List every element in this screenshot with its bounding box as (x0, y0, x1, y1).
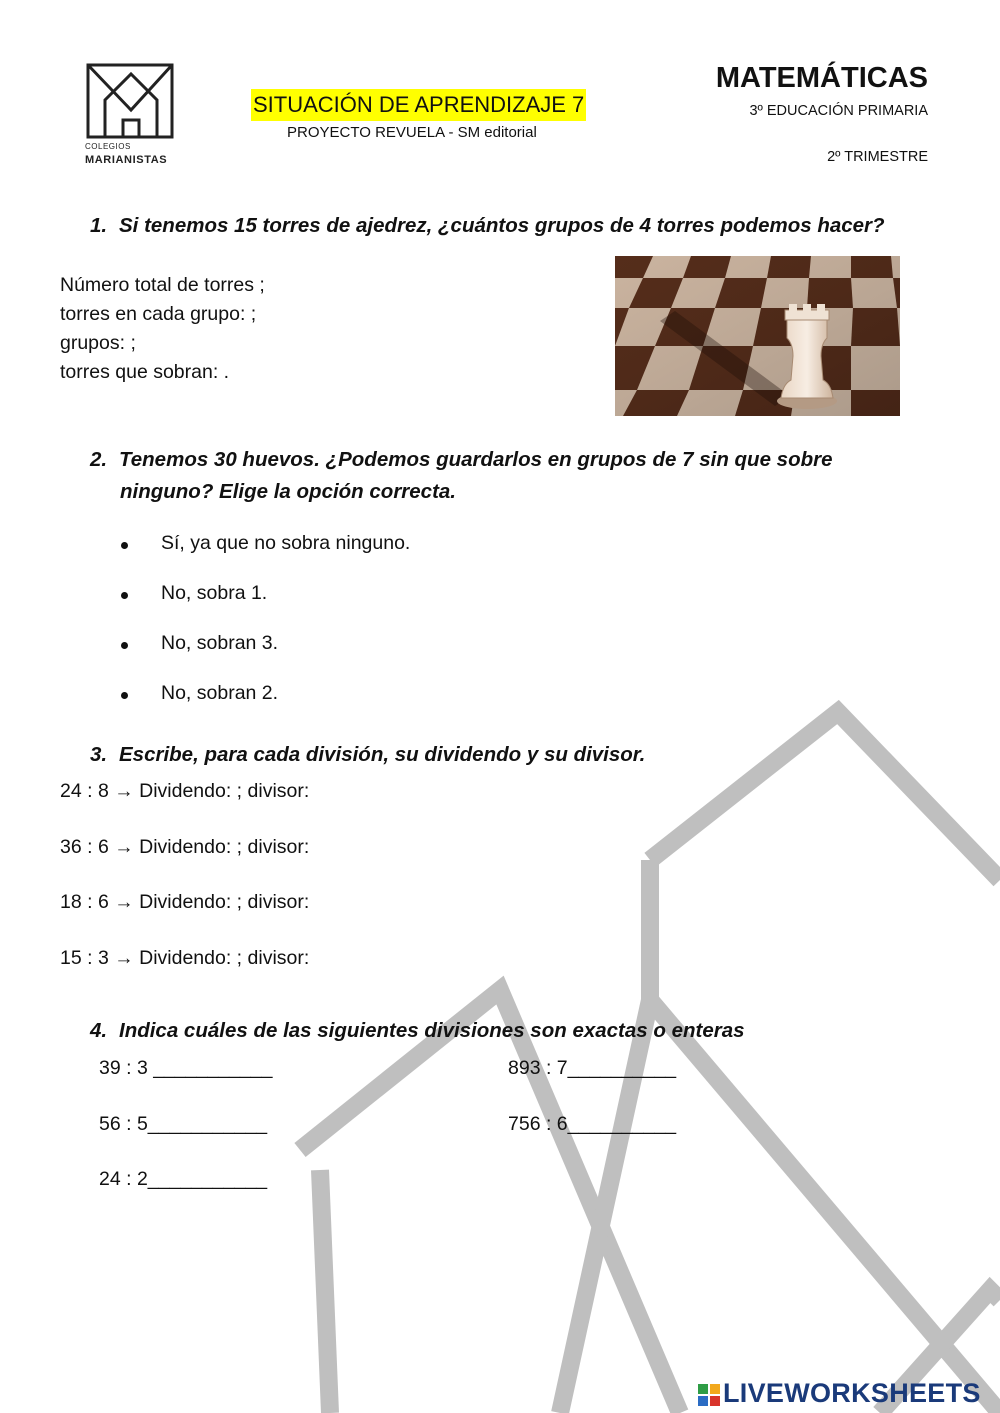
situation-subtitle: PROYECTO REVUELA - SM editorial (287, 124, 537, 141)
q2-option-3[interactable]: No, sobran 3. (161, 632, 279, 654)
question-number: 2. (90, 448, 108, 471)
q1-line-groups: grupos: ; (60, 332, 136, 354)
question-text: Indica cuáles de las siguientes divisiones son exactas o enteras (119, 1019, 745, 1042)
question-4-title (90, 1019, 745, 1043)
bullet-icon (121, 542, 128, 549)
bullet-icon (121, 692, 128, 699)
bullet-icon (121, 592, 128, 599)
q1-line-per-group: torres en cada grupo: ; (60, 303, 257, 325)
bullet-icon (121, 642, 128, 649)
q4-item-893-7[interactable]: 893 : 7__________ (508, 1057, 677, 1079)
question-number: 1. (90, 214, 108, 237)
question-1-title (90, 214, 885, 238)
brand-text: LIVEWORKSHEETS (723, 1378, 981, 1408)
logo-line1: COLEGIOS (85, 142, 131, 151)
question-number: 3. (90, 743, 108, 766)
question-2-text-line2: ninguno? Elige la opción correcta. (120, 480, 457, 503)
logo-line2: MARIANISTAS (85, 154, 168, 166)
situation-title: SITUACIÓN DE APRENDIZAJE 7 (251, 89, 586, 121)
q3-line-1: 24 : 8 → Dividendo: ; divisor: (60, 780, 310, 802)
q2-option-4[interactable]: No, sobran 2. (161, 682, 279, 704)
q3-line-3: 18 : 6 → Dividendo: ; divisor: (60, 891, 310, 913)
question-3-title (90, 743, 645, 767)
q4-item-24-2[interactable]: 24 : 2___________ (99, 1168, 268, 1190)
q1-line-remainder: torres que sobran: . (60, 361, 230, 383)
q3-line-2: 36 : 6 → Dividendo: ; divisor: (60, 836, 310, 858)
q4-item-39-3[interactable]: 39 : 3 ___________ (99, 1057, 273, 1079)
q2-option-2[interactable]: No, sobra 1. (161, 582, 268, 604)
liveworksheets-logo-icon (698, 1384, 720, 1406)
school-logo (85, 62, 177, 172)
q3-line-4: 15 : 3 → Dividendo: ; divisor: (60, 947, 310, 969)
question-text: Tenemos 30 huevos. ¿Podemos guardarlos en grupos de 7 sin que sobre (119, 448, 833, 471)
question-text: Si tenemos 15 torres de ajedrez, ¿cuántos grupos de 4 torres podemos hacer? (119, 214, 885, 237)
subject-title: MATEMÁTICAS (715, 62, 928, 94)
q1-line-total: Número total de torres ; (60, 274, 265, 296)
chess-rook-image (615, 256, 900, 416)
grade-label: 3º EDUCACIÓN PRIMARIA (749, 103, 928, 119)
question-2-title (90, 448, 833, 472)
q2-option-1[interactable]: Sí, ya que no sobra ninguno. (161, 532, 411, 554)
house-logo-icon (85, 62, 177, 140)
term-label: 2º TRIMESTRE (827, 149, 928, 165)
q4-item-56-5[interactable]: 56 : 5___________ (99, 1113, 268, 1135)
q4-item-756-6[interactable]: 756 : 6__________ (508, 1113, 677, 1135)
question-text: Escribe, para cada división, su dividendo y su divisor. (119, 743, 646, 766)
question-number: 4. (90, 1019, 108, 1042)
